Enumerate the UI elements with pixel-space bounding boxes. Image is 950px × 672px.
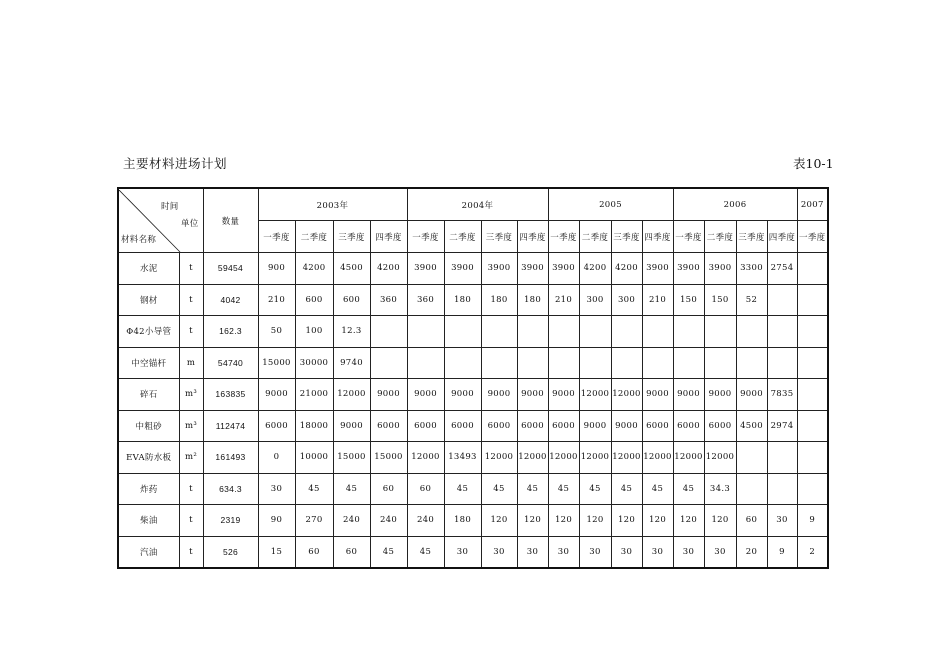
unit-cell: m²	[179, 442, 203, 474]
quarter-value-cell	[370, 316, 407, 348]
quarter-value-cell	[767, 473, 797, 505]
quarter-header: 三季度	[611, 221, 642, 253]
quarter-value-cell: 9000	[642, 379, 673, 411]
quarter-value-cell: 60	[736, 505, 767, 537]
material-name-cell: 汽油	[118, 536, 179, 568]
table-row	[118, 347, 828, 379]
quarter-value-cell: 15000	[370, 442, 407, 474]
quarter-value-cell: 4500	[736, 410, 767, 442]
quarter-value-cell	[444, 316, 481, 348]
quantity-cell: 112474	[203, 410, 258, 442]
quarter-value-cell	[797, 442, 828, 474]
quarter-value-cell: 45	[517, 473, 548, 505]
quarter-value-cell: 12000	[407, 442, 444, 474]
quarter-value-cell: 45	[673, 473, 704, 505]
quarter-value-cell: 60	[295, 536, 333, 568]
quarter-value-cell: 6000	[642, 410, 673, 442]
corner-time-label: 时间	[161, 201, 179, 212]
quarter-value-cell: 300	[579, 284, 611, 316]
year-header-2006: 2006	[673, 188, 797, 221]
quarter-value-cell: 4500	[333, 253, 370, 285]
quarter-value-cell: 9000	[611, 410, 642, 442]
quarter-value-cell: 9000	[258, 379, 295, 411]
quarter-value-cell: 2974	[767, 410, 797, 442]
quarter-value-cell	[481, 316, 517, 348]
quarter-value-cell: 45	[481, 473, 517, 505]
document-title: 主要材料进场计划	[123, 156, 228, 171]
quarter-value-cell: 12000	[611, 379, 642, 411]
quarter-value-cell	[517, 347, 548, 379]
quarter-value-cell: 210	[258, 284, 295, 316]
quarter-value-cell: 6000	[370, 410, 407, 442]
quarter-value-cell: 6000	[517, 410, 548, 442]
quarter-value-cell: 3900	[548, 253, 579, 285]
quarter-value-cell: 7835	[767, 379, 797, 411]
quarter-value-cell	[642, 347, 673, 379]
quarter-value-cell: 180	[444, 505, 481, 537]
table-row	[118, 410, 828, 442]
quarter-value-cell	[736, 316, 767, 348]
material-name-cell: Φ42小导管	[118, 316, 179, 348]
quarter-value-cell: 12000	[481, 442, 517, 474]
quarter-value-cell: 180	[517, 284, 548, 316]
quarter-value-cell: 45	[579, 473, 611, 505]
year-header-2003: 2003年	[258, 188, 407, 221]
quarter-value-cell: 3900	[444, 253, 481, 285]
quarter-value-cell: 900	[258, 253, 295, 285]
quarter-value-cell	[767, 284, 797, 316]
quarter-value-cell: 9000	[333, 410, 370, 442]
quarter-header: 三季度	[333, 221, 370, 253]
quarter-value-cell: 210	[548, 284, 579, 316]
quarter-value-cell: 10000	[295, 442, 333, 474]
quarter-value-cell: 4200	[579, 253, 611, 285]
table-row	[118, 284, 828, 316]
quarter-value-cell: 6000	[673, 410, 704, 442]
quarter-value-cell: 45	[407, 536, 444, 568]
quarter-value-cell: 50	[258, 316, 295, 348]
quarter-header: 四季度	[517, 221, 548, 253]
material-name-cell: 炸药	[118, 473, 179, 505]
quarter-value-cell: 12000	[642, 442, 673, 474]
quarter-header: 二季度	[579, 221, 611, 253]
quarter-value-cell: 120	[611, 505, 642, 537]
quarter-value-cell	[579, 316, 611, 348]
material-name-cell: 碎石	[118, 379, 179, 411]
quarter-value-cell: 4200	[370, 253, 407, 285]
quantity-cell: 162.3	[203, 316, 258, 348]
quarter-value-cell	[673, 316, 704, 348]
quantity-cell: 161493	[203, 442, 258, 474]
quarter-value-cell: 120	[517, 505, 548, 537]
material-name-cell: 中空锚杆	[118, 347, 179, 379]
year-header-2005: 2005	[548, 188, 673, 221]
quarter-value-cell: 12000	[704, 442, 736, 474]
material-name-cell: 中粗砂	[118, 410, 179, 442]
quarter-value-cell: 6000	[704, 410, 736, 442]
material-name-cell: 柴油	[118, 505, 179, 537]
quarter-value-cell: 6000	[548, 410, 579, 442]
quarter-value-cell: 30	[704, 536, 736, 568]
quarter-value-cell: 180	[444, 284, 481, 316]
material-name-cell: 钢材	[118, 284, 179, 316]
quarter-value-cell: 3900	[704, 253, 736, 285]
quarter-value-cell: 120	[673, 505, 704, 537]
quarter-header: 一季度	[548, 221, 579, 253]
quarter-value-cell	[444, 347, 481, 379]
quarter-value-cell: 12000	[611, 442, 642, 474]
quarter-value-cell: 9000	[370, 379, 407, 411]
quarter-value-cell: 30	[642, 536, 673, 568]
quarter-value-cell	[370, 347, 407, 379]
quarter-value-cell: 30	[611, 536, 642, 568]
quarter-value-cell: 9000	[548, 379, 579, 411]
quarter-value-cell: 60	[407, 473, 444, 505]
quarter-value-cell: 12000	[579, 379, 611, 411]
quarter-value-cell: 240	[333, 505, 370, 537]
quantity-cell: 4042	[203, 284, 258, 316]
quarter-value-cell: 12000	[673, 442, 704, 474]
quarter-header: 二季度	[295, 221, 333, 253]
quarter-value-cell: 3900	[673, 253, 704, 285]
quantity-cell: 634.3	[203, 473, 258, 505]
quarter-value-cell: 240	[407, 505, 444, 537]
quarter-value-cell	[797, 379, 828, 411]
corner-material-label: 材料名称	[121, 234, 157, 245]
quarter-value-cell: 12000	[579, 442, 611, 474]
quarter-value-cell	[767, 347, 797, 379]
table-row	[118, 379, 828, 411]
year-header-2004: 2004年	[407, 188, 548, 221]
quantity-cell: 163835	[203, 379, 258, 411]
quarter-value-cell: 45	[548, 473, 579, 505]
quarter-value-cell	[736, 473, 767, 505]
quarter-value-cell	[673, 347, 704, 379]
quarter-value-cell: 3900	[642, 253, 673, 285]
quarter-value-cell	[579, 347, 611, 379]
quarter-value-cell	[797, 410, 828, 442]
quarter-header: 三季度	[481, 221, 517, 253]
quarter-value-cell	[797, 347, 828, 379]
quarter-value-cell: 270	[295, 505, 333, 537]
corner-header-cell	[118, 188, 203, 253]
table-row	[118, 316, 828, 348]
quarter-value-cell: 12000	[548, 442, 579, 474]
quarter-value-cell: 45	[333, 473, 370, 505]
unit-cell: m³	[179, 379, 203, 411]
quarter-value-cell	[704, 347, 736, 379]
quarter-value-cell: 210	[642, 284, 673, 316]
unit-cell: t	[179, 505, 203, 537]
quarter-value-cell: 45	[444, 473, 481, 505]
quarter-value-cell: 6000	[258, 410, 295, 442]
quarter-value-cell: 6000	[407, 410, 444, 442]
quarter-value-cell: 20	[736, 536, 767, 568]
quarter-value-cell: 45	[611, 473, 642, 505]
quarter-value-cell: 30	[258, 473, 295, 505]
quarter-value-cell: 30	[767, 505, 797, 537]
quarter-value-cell: 30	[579, 536, 611, 568]
quarter-header: 三季度	[736, 221, 767, 253]
quarter-value-cell: 60	[333, 536, 370, 568]
quarter-value-cell: 52	[736, 284, 767, 316]
quarter-value-cell: 6000	[481, 410, 517, 442]
quarter-value-cell	[611, 347, 642, 379]
quarter-value-cell	[407, 347, 444, 379]
quarter-value-cell	[736, 347, 767, 379]
quarter-value-cell: 15	[258, 536, 295, 568]
quarter-header: 四季度	[642, 221, 673, 253]
unit-cell: m³	[179, 410, 203, 442]
material-name-cell: EVA防水板	[118, 442, 179, 474]
quarter-value-cell	[797, 316, 828, 348]
quarter-header: 一季度	[797, 221, 828, 253]
quarter-value-cell: 4200	[611, 253, 642, 285]
quarter-value-cell: 3900	[517, 253, 548, 285]
quarter-value-cell	[611, 316, 642, 348]
quarter-value-cell: 600	[333, 284, 370, 316]
quarter-value-cell: 3300	[736, 253, 767, 285]
quantity-cell: 526	[203, 536, 258, 568]
quarter-value-cell	[736, 442, 767, 474]
quarter-value-cell: 240	[370, 505, 407, 537]
quarter-value-cell: 120	[579, 505, 611, 537]
quarter-value-cell: 9740	[333, 347, 370, 379]
quarter-value-cell: 120	[704, 505, 736, 537]
quarter-header: 四季度	[370, 221, 407, 253]
quarter-value-cell: 180	[481, 284, 517, 316]
quarter-value-cell: 600	[295, 284, 333, 316]
quarter-header: 二季度	[444, 221, 481, 253]
quarter-header: 一季度	[673, 221, 704, 253]
corner-unit-label: 单位	[181, 218, 199, 229]
quarter-value-cell: 12000	[517, 442, 548, 474]
unit-cell: t	[179, 284, 203, 316]
quarter-value-cell: 15000	[333, 442, 370, 474]
quarter-value-cell: 6000	[444, 410, 481, 442]
quarter-header: 一季度	[407, 221, 444, 253]
quantity-cell: 59454	[203, 253, 258, 285]
quarter-value-cell	[797, 473, 828, 505]
quarter-value-cell: 120	[481, 505, 517, 537]
quarter-header: 一季度	[258, 221, 295, 253]
quarter-value-cell: 150	[673, 284, 704, 316]
quarter-value-cell: 45	[642, 473, 673, 505]
quarter-header: 四季度	[767, 221, 797, 253]
unit-cell: t	[179, 316, 203, 348]
quarter-value-cell: 360	[407, 284, 444, 316]
quarter-value-cell: 120	[642, 505, 673, 537]
quarter-value-cell: 30	[481, 536, 517, 568]
quarter-value-cell: 9	[797, 505, 828, 537]
quarter-value-cell	[797, 284, 828, 316]
quarter-value-cell: 30	[517, 536, 548, 568]
quarter-value-cell: 21000	[295, 379, 333, 411]
quarter-value-cell: 9000	[444, 379, 481, 411]
quarter-value-cell: 3900	[481, 253, 517, 285]
quarter-value-cell: 15000	[258, 347, 295, 379]
quarter-value-cell	[642, 316, 673, 348]
quarter-value-cell: 9000	[704, 379, 736, 411]
table-row	[118, 536, 828, 568]
quarter-value-cell: 30	[548, 536, 579, 568]
quarter-value-cell	[517, 316, 548, 348]
quantity-cell: 54740	[203, 347, 258, 379]
quantity-cell: 2319	[203, 505, 258, 537]
quarter-value-cell: 18000	[295, 410, 333, 442]
quarter-value-cell: 13493	[444, 442, 481, 474]
quarter-value-cell: 30000	[295, 347, 333, 379]
quarter-value-cell: 9000	[579, 410, 611, 442]
quarter-header: 二季度	[704, 221, 736, 253]
table-row	[118, 505, 828, 537]
quarter-value-cell	[704, 316, 736, 348]
quarter-value-cell: 100	[295, 316, 333, 348]
quarter-value-cell: 45	[370, 536, 407, 568]
quarter-value-cell	[548, 316, 579, 348]
table-number: 表10-1	[793, 156, 834, 171]
quarter-value-cell: 60	[370, 473, 407, 505]
unit-cell: t	[179, 473, 203, 505]
material-name-cell: 水泥	[118, 253, 179, 285]
quarter-value-cell: 0	[258, 442, 295, 474]
year-header-2007: 2007	[797, 188, 828, 221]
quarter-value-cell	[481, 347, 517, 379]
quarter-value-cell: 45	[295, 473, 333, 505]
quarter-value-cell: 3900	[407, 253, 444, 285]
unit-cell: t	[179, 536, 203, 568]
quarter-value-cell: 9000	[407, 379, 444, 411]
quarter-value-cell: 4200	[295, 253, 333, 285]
quarter-value-cell	[407, 316, 444, 348]
quarter-value-cell: 150	[704, 284, 736, 316]
material-schedule-table	[117, 187, 829, 569]
quarter-value-cell: 9000	[517, 379, 548, 411]
quarter-value-cell: 360	[370, 284, 407, 316]
table-row	[118, 253, 828, 285]
quarter-value-cell: 2	[797, 536, 828, 568]
quarter-value-cell: 12000	[333, 379, 370, 411]
quarter-value-cell	[767, 442, 797, 474]
quarter-value-cell: 2754	[767, 253, 797, 285]
quarter-value-cell: 9000	[481, 379, 517, 411]
quarter-value-cell: 34.3	[704, 473, 736, 505]
quarter-value-cell: 9000	[736, 379, 767, 411]
quarter-value-cell: 90	[258, 505, 295, 537]
quarter-value-cell: 9	[767, 536, 797, 568]
table-row	[118, 473, 828, 505]
quarter-value-cell: 30	[673, 536, 704, 568]
table-row	[118, 442, 828, 474]
unit-cell: t	[179, 253, 203, 285]
quarter-value-cell: 12.3	[333, 316, 370, 348]
quarter-value-cell	[767, 316, 797, 348]
quantity-header: 数量	[203, 188, 258, 253]
quarter-value-cell	[548, 347, 579, 379]
header-row-years	[118, 188, 828, 221]
quarter-value-cell: 120	[548, 505, 579, 537]
unit-cell: m	[179, 347, 203, 379]
quarter-value-cell	[797, 253, 828, 285]
quarter-value-cell: 30	[444, 536, 481, 568]
quarter-value-cell: 300	[611, 284, 642, 316]
quarter-value-cell: 9000	[673, 379, 704, 411]
